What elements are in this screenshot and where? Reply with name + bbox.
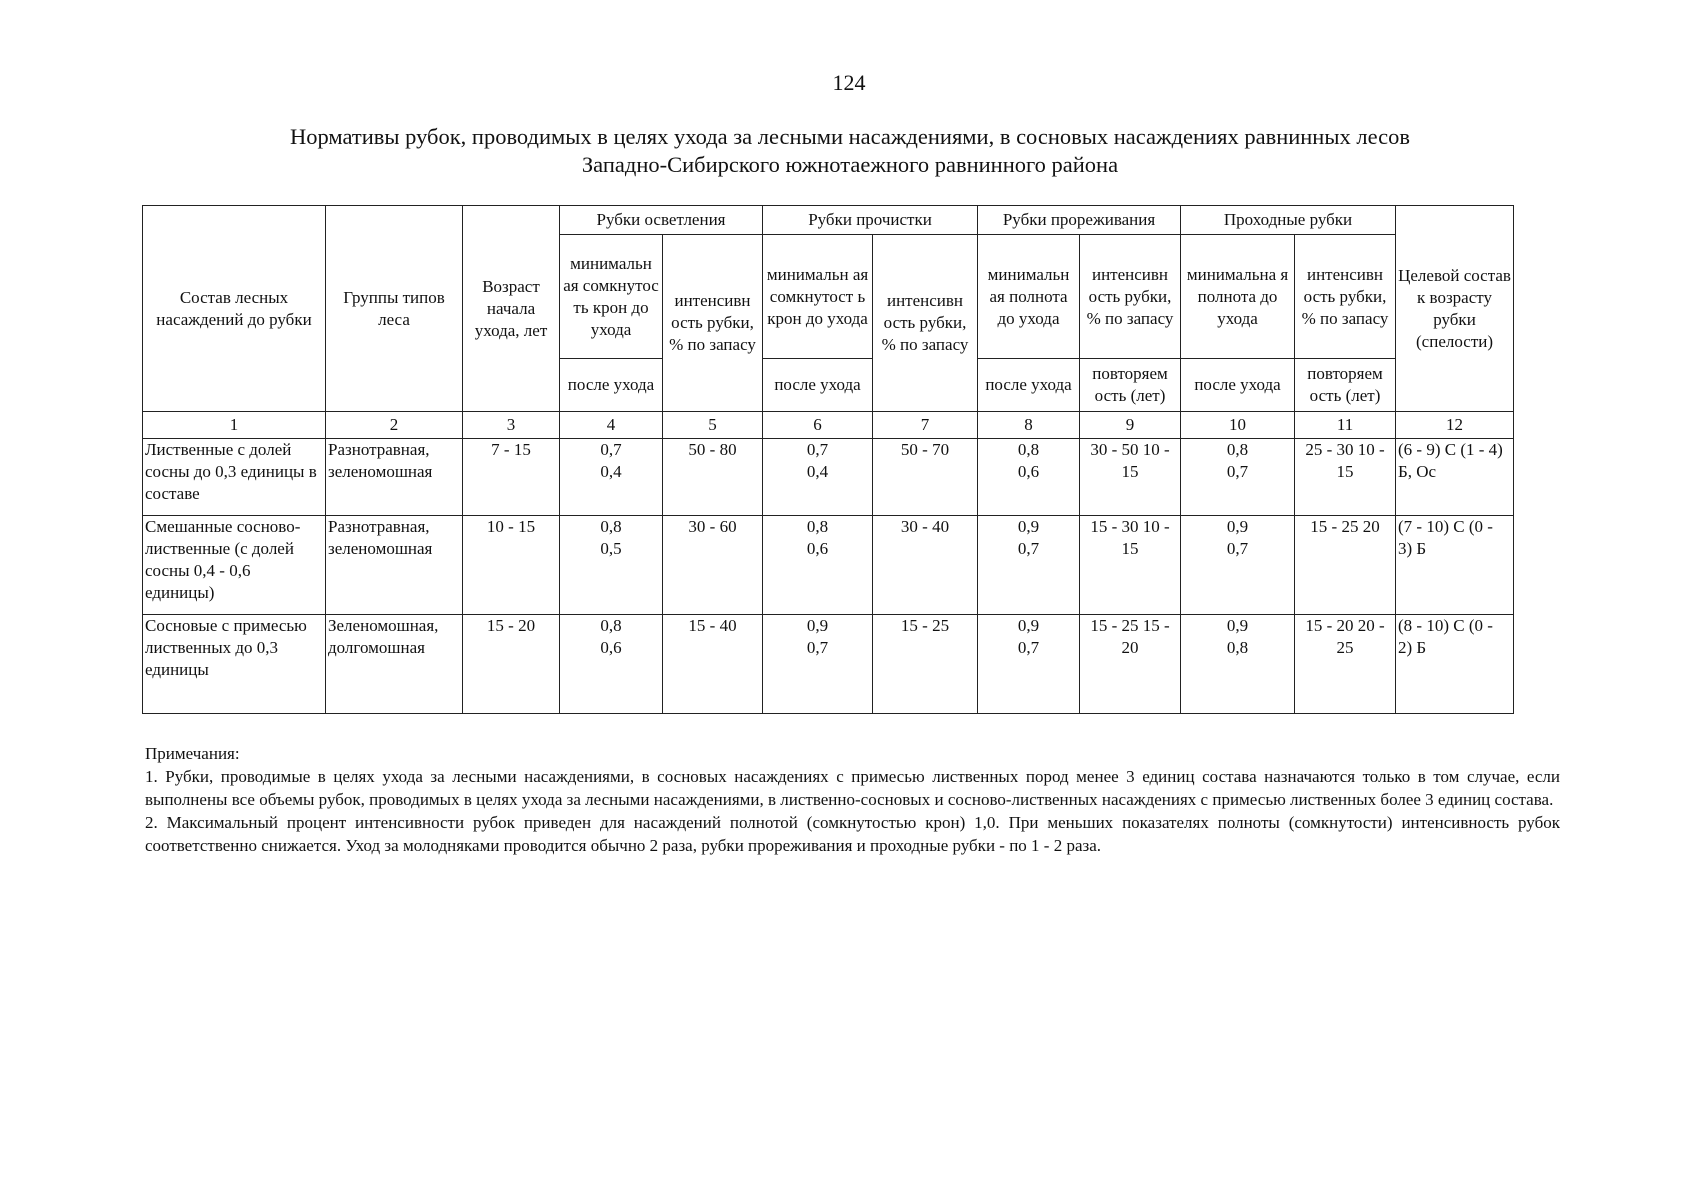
column-number: 8	[978, 412, 1080, 439]
cell-prohod-min	[1181, 439, 1295, 516]
column-number: 2	[326, 412, 463, 439]
cell-osv-int: 15 - 40	[663, 615, 763, 714]
cell-osv-int: 50 - 80	[663, 439, 763, 516]
header-forest-type: Группы типов леса	[326, 206, 463, 412]
header-prohod-repeat: повторяем ость (лет)	[1295, 359, 1396, 412]
header-proch-int: интенсивн ость рубки, % по запасу	[873, 235, 978, 412]
column-number: 3	[463, 412, 560, 439]
cell-value-before: 0,9	[1017, 616, 1040, 635]
note-2: 2. Максимальный процент интенсивности рубок приведен для насаждений полнотой (сомкнутостью крон) 1,0. При меньших показателях полноты (сомкнутости) интенсивность рубок соответственно снижается. Уход за молодняками проводится обычно 2 раза, рубки прореживания и проходные рубки - по 1 - 2 раза.	[145, 813, 1560, 855]
cell-start-age: 10 - 15	[463, 516, 560, 615]
cell-value-before: 0,8	[600, 616, 622, 635]
notes	[145, 742, 1560, 857]
header-prohod-int: интенсивн ость рубки, % по запасу	[1295, 235, 1396, 359]
cell-value-before: 0,7	[600, 440, 622, 459]
cell-prohod-min	[1181, 516, 1295, 615]
cell-prohod-min	[1181, 615, 1295, 714]
header-prorezh-repeat: повторяем ость (лет)	[1080, 359, 1181, 412]
header-prorezh-int: интенсивн ость рубки, % по запасу	[1080, 235, 1181, 359]
cell-target-composition: (7 - 10) С (0 - 3) Б	[1396, 516, 1514, 615]
cell-target-composition: (8 - 10) С (0 - 2) Б	[1396, 615, 1514, 714]
cell-value-before: 0,8	[1017, 440, 1040, 459]
cell-proch-min	[763, 439, 873, 516]
cell-target-composition: (6 - 9) С (1 - 4) Б, Ос	[1396, 439, 1514, 516]
cell-prorezh-int: 30 - 50 10 - 15	[1080, 439, 1181, 516]
column-number: 4	[560, 412, 663, 439]
cell-prorezh-int: 15 - 25 15 - 20	[1080, 615, 1181, 714]
cell-value-before: 0,7	[806, 440, 829, 459]
cell-osv-int: 30 - 60	[663, 516, 763, 615]
column-number: 12	[1396, 412, 1514, 439]
cell-proch-int: 15 - 25	[873, 615, 978, 714]
header-osv-int: интенсивн ость рубки, % по запасу	[663, 235, 763, 412]
cell-value-after: 0,5	[600, 539, 622, 558]
cell-value-after: 0,7	[1226, 462, 1249, 481]
cell-forest-type: Разнотравная, зеленомошная	[326, 516, 463, 615]
cell-osv-min	[560, 516, 663, 615]
header-composition: Состав лесных насаждений до рубки	[143, 206, 326, 412]
cell-proch-min	[763, 516, 873, 615]
header-prorezh-min: минимальн ая полнота до ухода	[978, 235, 1080, 359]
cell-value-after: 0,6	[1017, 462, 1040, 481]
header-prorezh-after: после ухода	[978, 359, 1080, 412]
cell-value-after: 0,6	[806, 539, 829, 558]
header-group-prohodnye: Проходные рубки	[1181, 206, 1396, 235]
column-number: 11	[1295, 412, 1396, 439]
cell-proch-min	[763, 615, 873, 714]
header-target-composition: Целевой состав к возрасту рубки (спелости)	[1396, 206, 1514, 412]
cell-start-age: 7 - 15	[463, 439, 560, 516]
cell-value-before: 0,8	[1226, 440, 1249, 459]
cell-value-before: 0,9	[1226, 616, 1249, 635]
cell-prorezh-min	[978, 439, 1080, 516]
cell-composition: Лиственные с долей сосны до 0,3 единицы в составе	[143, 439, 326, 516]
header-osv-after: после ухода	[560, 359, 663, 412]
page-title	[180, 123, 1520, 179]
cell-forest-type: Разнотравная, зеленомошная	[326, 439, 463, 516]
column-number: 6	[763, 412, 873, 439]
table-row	[143, 516, 1514, 615]
column-number: 9	[1080, 412, 1181, 439]
cell-value-after: 0,7	[1017, 638, 1040, 657]
cell-value-after: 0,4	[806, 462, 829, 481]
cell-osv-min	[560, 615, 663, 714]
header-proch-after: после ухода	[763, 359, 873, 412]
cell-value-before: 0,8	[600, 517, 622, 536]
cell-prohod-int: 25 - 30 10 - 15	[1295, 439, 1396, 516]
cell-value-before: 0,9	[1226, 517, 1249, 536]
cell-proch-int: 50 - 70	[873, 439, 978, 516]
header-start-age: Возраст начала ухода, лет	[463, 206, 560, 412]
header-group-osvetlenie: Рубки осветления	[560, 206, 763, 235]
table-row	[143, 615, 1514, 714]
header-osv-min: минимальн ая сомкнутос ть крон до ухода	[560, 235, 663, 359]
cell-value-before: 0,8	[806, 517, 829, 536]
page-number: 124	[832, 70, 866, 95]
cell-value-after: 0,6	[600, 638, 622, 657]
note-1: 1. Рубки, проводимые в целях ухода за лесными насаждениями, в сосновых насаждениях с примесью лиственных пород менее 3 единиц состава назначаются только в том случае, если выполнены все объемы рубок, проводимых в целях ухода за лесными насаждениями, в лиственно-сосновых и сосново-лиственных насаждениях с примесью лиственных более 3 единиц состава.	[145, 767, 1560, 809]
cell-prohod-int: 15 - 25 20	[1295, 516, 1396, 615]
cell-composition: Сосновые с примесью лиственных до 0,3 единицы	[143, 615, 326, 714]
column-number: 10	[1181, 412, 1295, 439]
column-number: 7	[873, 412, 978, 439]
cell-composition: Смешанные сосново-лиственные (с долей сосны 0,4 - 0,6 единицы)	[143, 516, 326, 615]
cell-value-after: 0,4	[600, 462, 622, 481]
cell-value-before: 0,9	[1017, 517, 1040, 536]
header-prohod-after: после ухода	[1181, 359, 1295, 412]
cell-prohod-int: 15 - 20 20 - 25	[1295, 615, 1396, 714]
cell-prorezh-min	[978, 615, 1080, 714]
header-group-prochistka: Рубки прочистки	[763, 206, 978, 235]
cell-value-after: 0,7	[1226, 539, 1249, 558]
norms-table	[142, 205, 1514, 714]
cell-prorezh-min	[978, 516, 1080, 615]
notes-heading: Примечания:	[145, 744, 240, 763]
cell-prorezh-int: 15 - 30 10 - 15	[1080, 516, 1181, 615]
column-number: 1	[143, 412, 326, 439]
cell-osv-min	[560, 439, 663, 516]
table-row	[143, 439, 1514, 516]
header-proch-min: минимальн ая сомкнутост ь крон до ухода	[763, 235, 873, 359]
title-line-1: Нормативы рубок, проводимых в целях ухода за лесными насаждениями, в сосновых насаждениях равнинных лесов	[290, 124, 1410, 149]
cell-value-after: 0,7	[1017, 539, 1040, 558]
cell-forest-type: Зеленомошная, долгомошная	[326, 615, 463, 714]
cell-value-after: 0,7	[806, 638, 829, 657]
header-prohod-min: минимальна я полнота до ухода	[1181, 235, 1295, 359]
cell-value-after: 0,8	[1226, 638, 1249, 657]
cell-value-before: 0,9	[806, 616, 829, 635]
column-number-row	[143, 412, 1514, 439]
cell-proch-int: 30 - 40	[873, 516, 978, 615]
header-group-prorezhivanie: Рубки прореживания	[978, 206, 1181, 235]
column-number: 5	[663, 412, 763, 439]
title-line-2: Западно-Сибирского южнотаежного равнинного района	[581, 152, 1119, 177]
cell-start-age: 15 - 20	[463, 615, 560, 714]
